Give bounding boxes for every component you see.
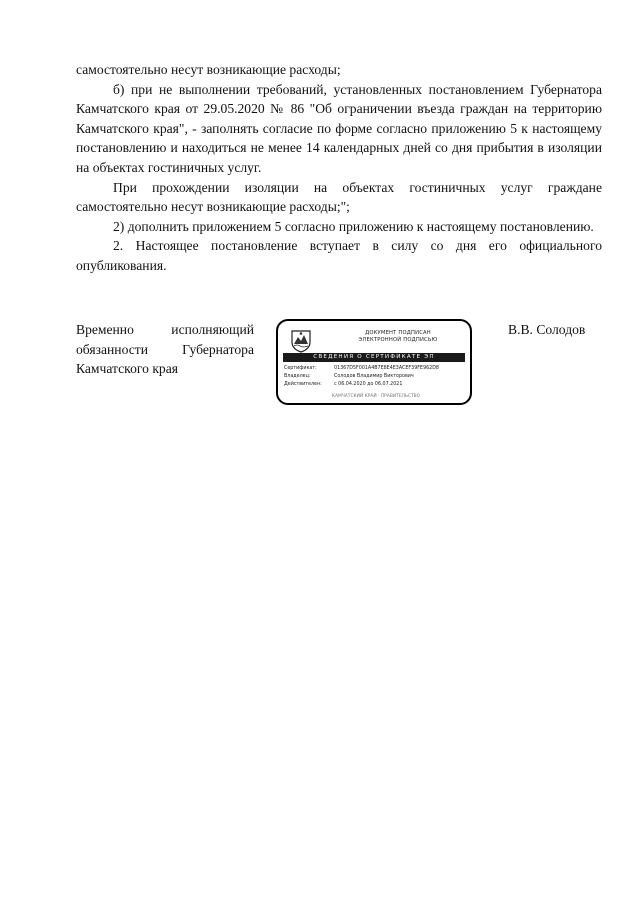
- stamp-label: Действителен:: [284, 382, 322, 387]
- signatory-position: [76, 320, 254, 379]
- coat-of-arms-icon: [288, 327, 314, 353]
- paragraph: 2. Настоящее постановление вступает в силу со дня его официального опубликования.: [76, 238, 602, 273]
- stamp-label: Владелец:: [284, 374, 311, 379]
- paragraph: б) при не выполнении требований, установленных постановлением Губернатора Камчатского края от 29.05.2020 № 86 "Об ограничении въезда граждан на территорию Камчатского края", - заполнять согласие по форме согласно приложению 5 к настоящему постановлению и находиться не менее 14 календарных дней со дня прибытия в изоляции на объектах гостиничных услуг.: [76, 81, 602, 175]
- stamp-title-line: ДОКУМЕНТ ПОДПИСАН: [365, 330, 431, 336]
- stamp-row-certificate: [284, 366, 468, 372]
- stamp-footer: КАМЧАТСКИЙ КРАЙ · ПРАВИТЕЛЬСТВО: [331, 394, 421, 399]
- stamp-value: Солодов Владимир Викторович: [334, 374, 414, 379]
- paragraph: При прохождении изоляции на объектах гостиничных услуг граждане самостоятельно несут возникающие расходы;";: [76, 179, 602, 215]
- signatory-name: В.В. Солодов: [508, 322, 586, 337]
- position-line: Временно исполняющий: [76, 322, 254, 337]
- document-body: [76, 60, 602, 276]
- stamp-value: 01367D5F001A4B7E8E4E3ACEF39FE962D8: [334, 366, 439, 371]
- position-line: обязанности Губернатора: [76, 341, 254, 357]
- position-line: Камчатского края: [76, 361, 179, 377]
- paragraph: самостоятельно несут возникающие расходы;: [76, 62, 341, 77]
- electronic-signature-stamp: [276, 319, 472, 405]
- stamp-title-line: ЭЛЕКТРОННОЙ ПОДПИСЬЮ: [358, 337, 438, 343]
- stamp-header-bar: СВЕДЕНИЯ О СЕРТИФИКАТЕ ЭП: [283, 353, 465, 362]
- stamp-row-validity: [284, 382, 468, 388]
- stamp-value: с 06.04.2020 до 06.07.2021: [334, 382, 403, 387]
- paragraph: 2) дополнить приложением 5 согласно приложению к настоящему постановлению.: [113, 218, 594, 234]
- stamp-row-owner: [284, 374, 468, 380]
- stamp-label: Сертификат:: [284, 366, 317, 371]
- stamp-title: [328, 330, 468, 344]
